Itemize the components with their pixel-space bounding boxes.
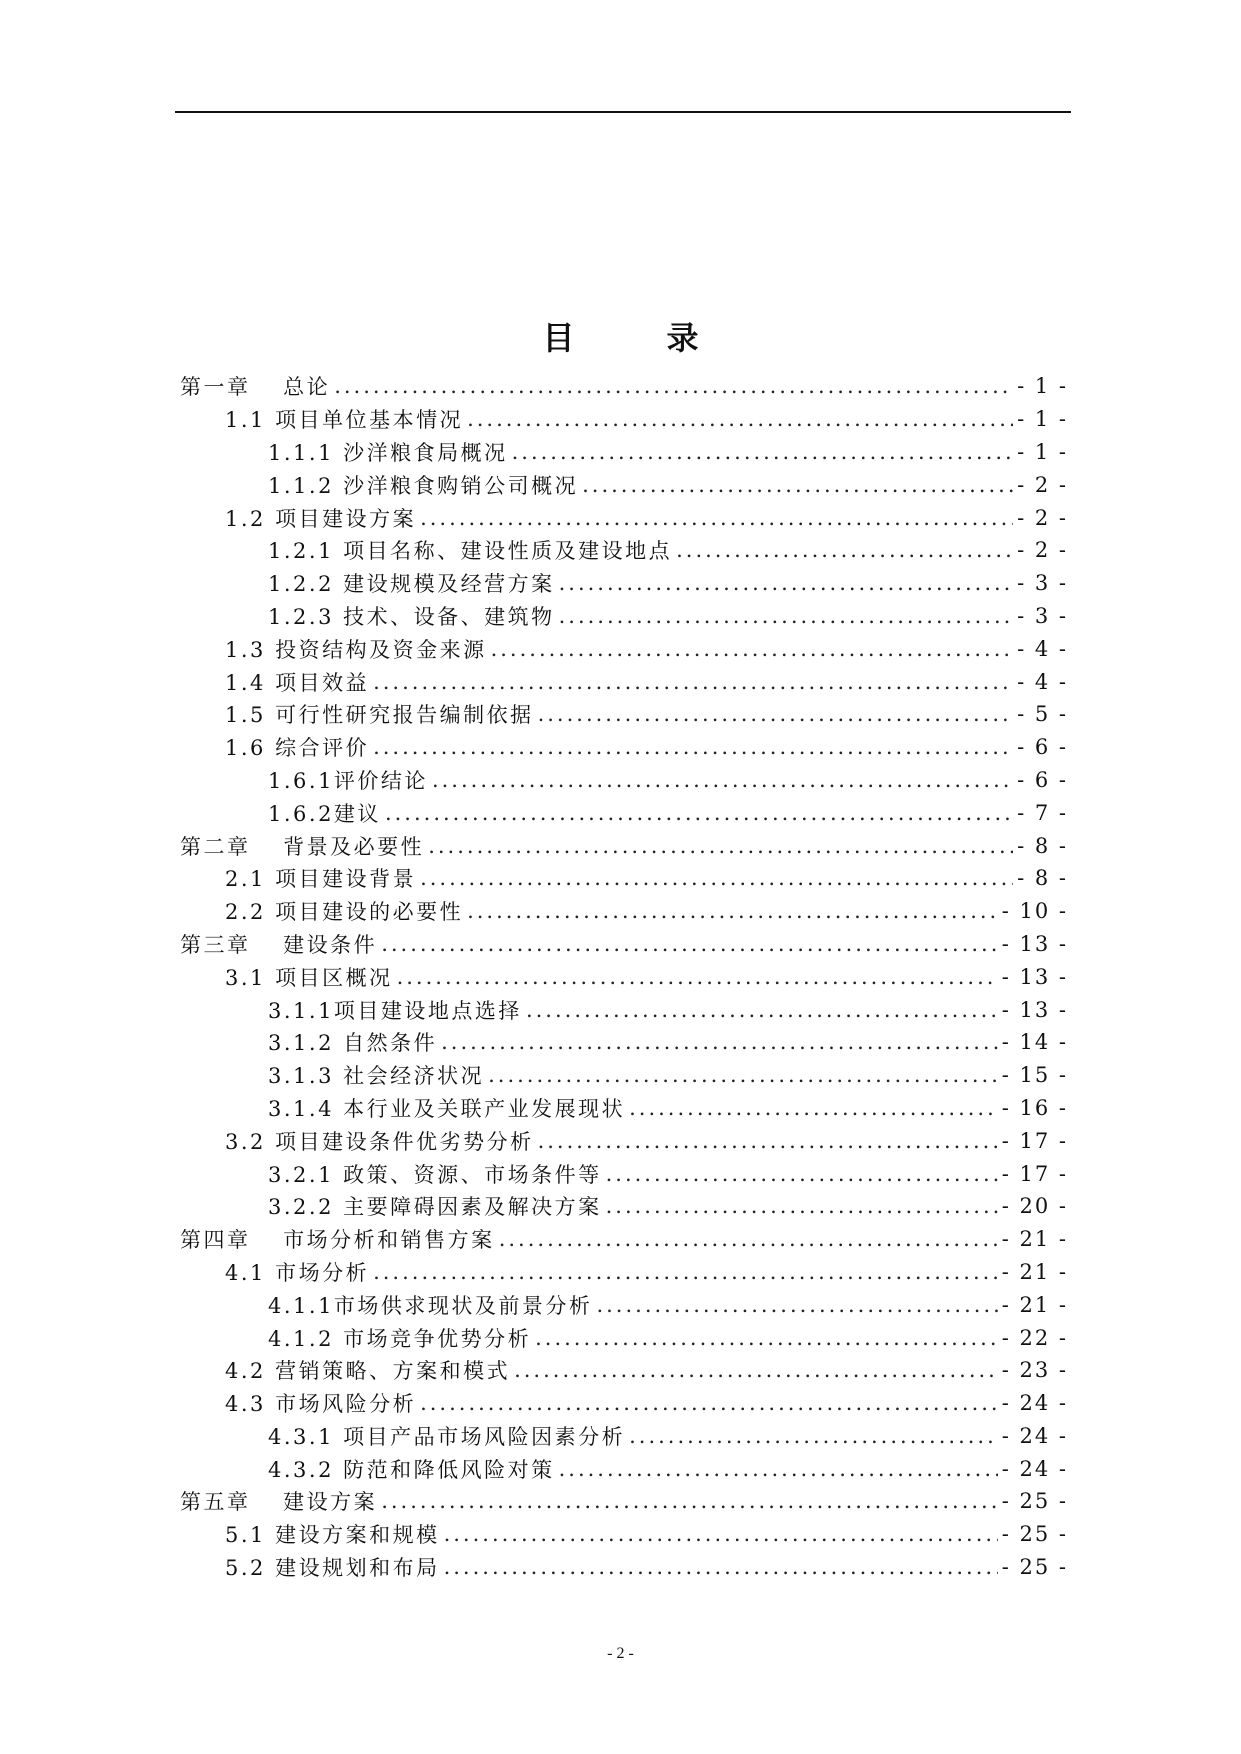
toc-entry-page: - 13 - [1001, 964, 1068, 989]
toc-entry-page: - 3 - [1017, 571, 1068, 596]
dot-leader [526, 998, 998, 1022]
toc-entry-label: 3.1 项目区概况 [225, 965, 393, 990]
dot-leader [535, 1326, 998, 1350]
toc-entry-page: - 17 - [1001, 1161, 1068, 1186]
toc-entry-page: - 4 - [1017, 669, 1068, 694]
toc-entry-label: 3.2.2 主要障碍因素及解决方案 [268, 1195, 602, 1220]
toc-entry-label: 1.2 项目建设方案 [225, 506, 417, 531]
toc-entry-label: 1.1.1 沙洋粮食局概况 [268, 440, 508, 465]
table-of-contents [180, 370, 1068, 1583]
toc-entry-label: 3.1.3 社会经济状况 [268, 1064, 485, 1089]
toc-entry[interactable] [180, 1256, 1068, 1289]
toc-entry-page: - 8 - [1017, 866, 1068, 891]
toc-entry[interactable] [180, 698, 1068, 731]
toc-entry-page: - 24 - [1001, 1391, 1068, 1416]
toc-entry[interactable] [180, 1288, 1068, 1321]
toc-entry-page: - 25 - [1001, 1489, 1068, 1514]
toc-entry[interactable] [180, 1485, 1068, 1518]
toc-entry[interactable] [180, 665, 1068, 698]
dot-leader [676, 538, 1013, 562]
toc-entry-label: 4.1 市场分析 [225, 1260, 370, 1285]
toc-entry[interactable] [180, 600, 1068, 633]
toc-entry-label: 1.3 投资结构及资金来源 [225, 637, 487, 662]
toc-entry[interactable] [180, 1354, 1068, 1387]
dot-leader [582, 473, 1013, 497]
toc-entry-page: - 1 - [1017, 439, 1068, 464]
toc-entry[interactable] [180, 764, 1068, 797]
toc-entry[interactable] [180, 731, 1068, 764]
toc-entry-label: 1.1.2 沙洋粮食购销公司概况 [268, 473, 579, 498]
toc-entry-label: 第五章 建设方案 [180, 1490, 378, 1515]
toc-entry-label: 4.1.1市场供求现状及前景分析 [268, 1293, 593, 1318]
toc-entry-page: - 2 - [1017, 472, 1068, 497]
toc-entry[interactable] [180, 468, 1068, 501]
toc-entry-label: 1.6.1评价结论 [268, 768, 428, 793]
toc-entry-label: 4.1.2 市场竞争优势分析 [268, 1326, 532, 1351]
toc-entry-page: - 6 - [1017, 735, 1068, 760]
toc-entry-label: 2.2 项目建设的必要性 [225, 900, 464, 925]
toc-entry-page: - 5 - [1017, 702, 1068, 727]
dot-leader [432, 768, 1013, 792]
toc-entry-label: 2.1 项目建设背景 [225, 867, 417, 892]
toc-entry[interactable] [180, 1452, 1068, 1485]
toc-entry-label: 第三章 建设条件 [180, 932, 378, 957]
toc-entry-page: - 16 - [1001, 1095, 1068, 1120]
toc-entry-page: - 2 - [1017, 505, 1068, 530]
dot-leader [606, 1194, 998, 1218]
toc-entry-page: - 25 - [1001, 1555, 1068, 1580]
toc-entry[interactable] [180, 1420, 1068, 1453]
toc-entry[interactable] [180, 1026, 1068, 1059]
toc-entry[interactable] [180, 370, 1068, 403]
toc-entry[interactable] [180, 1124, 1068, 1157]
dot-leader [373, 735, 1013, 759]
toc-entry-page: - 21 - [1001, 1292, 1068, 1317]
toc-entry-page: - 3 - [1017, 603, 1068, 628]
dot-leader [559, 1457, 998, 1481]
toc-entry-label: 4.3.2 防范和降低风险对策 [268, 1457, 555, 1482]
toc-entry-label: 第一章 总论 [180, 375, 331, 400]
dot-leader [512, 440, 1013, 464]
toc-entry[interactable] [180, 993, 1068, 1026]
toc-entry-page: - 8 - [1017, 833, 1068, 858]
toc-entry-page: - 21 - [1001, 1227, 1068, 1252]
toc-entry[interactable] [180, 1059, 1068, 1092]
toc-entry-page: - 21 - [1001, 1259, 1068, 1284]
toc-entry-label: 3.1.4 本行业及关联产业发展现状 [268, 1096, 626, 1121]
dot-leader [559, 604, 1013, 628]
toc-entry-page: - 24 - [1001, 1456, 1068, 1481]
dot-leader [499, 1227, 998, 1251]
toc-entry-label: 1.4 项目效益 [225, 670, 370, 695]
toc-entry[interactable] [180, 534, 1068, 567]
dot-leader [381, 932, 998, 956]
toc-entry-page: - 4 - [1017, 636, 1068, 661]
dot-leader [559, 571, 1013, 595]
toc-entry-label: 1.2.2 建设规模及经营方案 [268, 572, 555, 597]
toc-entry[interactable] [180, 436, 1068, 469]
toc-entry-label: 4.2 营销策略、方案和模式 [225, 1359, 511, 1384]
toc-entry-label: 3.1.1项目建设地点选择 [268, 998, 522, 1023]
toc-entry-label: 1.5 可行性研究报告编制依据 [225, 703, 534, 728]
dot-leader [596, 1293, 997, 1317]
toc-entry[interactable] [180, 567, 1068, 600]
toc-entry[interactable] [180, 829, 1068, 862]
toc-entry-label: 1.2.3 技术、设备、建筑物 [268, 604, 555, 629]
toc-entry-label: 4.3.1 项目产品市场风险因素分析 [268, 1424, 626, 1449]
toc-entry[interactable] [180, 1190, 1068, 1223]
dot-leader [629, 1096, 998, 1120]
toc-entry-label: 1.6 综合评价 [225, 736, 370, 761]
toc-entry-label: 1.1 项目单位基本情况 [225, 408, 464, 433]
toc-entry-page: - 10 - [1001, 899, 1068, 924]
toc-entry[interactable] [180, 960, 1068, 993]
dot-leader [491, 637, 1014, 661]
dot-leader [373, 670, 1013, 694]
toc-entry[interactable] [180, 1157, 1068, 1190]
toc-entry[interactable] [180, 1223, 1068, 1256]
dot-leader [420, 1391, 998, 1415]
toc-entry[interactable] [180, 403, 1068, 436]
toc-entry-page: - 22 - [1001, 1325, 1068, 1350]
toc-entry[interactable] [180, 862, 1068, 895]
toc-entry-page: - 20 - [1001, 1194, 1068, 1219]
dot-leader [441, 1030, 998, 1054]
dot-leader [334, 374, 1013, 398]
toc-entry-page: - 1 - [1017, 407, 1068, 432]
dot-leader [397, 965, 998, 989]
page-number: - 2 - [607, 1645, 634, 1662]
dot-leader [420, 506, 1013, 530]
dot-leader [606, 1162, 998, 1186]
toc-entry-page: - 13 - [1001, 997, 1068, 1022]
toc-entry-label: 1.2.1 项目名称、建设性质及建设地点 [268, 539, 673, 564]
dot-leader [420, 866, 1013, 890]
toc-entry-label: 1.6.2建议 [268, 801, 381, 826]
toc-entry[interactable] [180, 1551, 1068, 1584]
toc-entry-label: 5.1 建设方案和规模 [225, 1523, 440, 1548]
dot-leader [444, 1522, 998, 1546]
toc-entry-page: - 15 - [1001, 1063, 1068, 1088]
toc-entry-label: 3.1.2 自然条件 [268, 1031, 438, 1056]
dot-leader [428, 834, 1013, 858]
toc-entry-label: 5.2 建设规划和布局 [225, 1556, 440, 1581]
toc-entry[interactable] [180, 1092, 1068, 1125]
toc-entry[interactable] [180, 928, 1068, 961]
toc-entry[interactable] [180, 1387, 1068, 1420]
dot-leader [629, 1424, 998, 1448]
toc-entry-page: - 2 - [1017, 538, 1068, 563]
dot-leader [488, 1063, 998, 1087]
toc-entry[interactable] [180, 1518, 1068, 1551]
toc-entry-page: - 14 - [1001, 1030, 1068, 1055]
toc-entry[interactable] [180, 501, 1068, 534]
dot-leader [467, 899, 998, 923]
toc-entry-page: - 6 - [1017, 767, 1068, 792]
toc-entry[interactable] [180, 632, 1068, 665]
toc-entry-page: - 24 - [1001, 1423, 1068, 1448]
dot-leader [385, 801, 1013, 825]
dot-leader [538, 702, 1014, 726]
toc-title: 目 录 [542, 319, 729, 357]
dot-leader [373, 1260, 998, 1284]
toc-entry-label: 4.3 市场风险分析 [225, 1392, 417, 1417]
dot-leader [538, 1129, 998, 1153]
toc-entry-label: 3.2 项目建设条件优劣势分析 [225, 1129, 534, 1154]
toc-entry[interactable] [180, 895, 1068, 928]
toc-entry-page: - 7 - [1017, 800, 1068, 825]
dot-leader [444, 1555, 998, 1579]
toc-entry-page: - 23 - [1001, 1358, 1068, 1383]
toc-entry-label: 第四章 市场分析和销售方案 [180, 1228, 495, 1253]
dot-leader [514, 1358, 998, 1382]
toc-entry-page: - 1 - [1017, 374, 1068, 399]
dot-leader [467, 407, 1013, 431]
toc-entry-label: 第二章 背景及必要性 [180, 834, 425, 859]
toc-entry-page: - 13 - [1001, 931, 1068, 956]
dot-leader [381, 1489, 998, 1513]
toc-entry-page: - 25 - [1001, 1522, 1068, 1547]
toc-entry-page: - 17 - [1001, 1128, 1068, 1153]
header-rule [175, 111, 1071, 113]
toc-entry[interactable] [180, 1321, 1068, 1354]
toc-entry[interactable] [180, 796, 1068, 829]
toc-entry-label: 3.2.1 政策、资源、市场条件等 [268, 1162, 602, 1187]
